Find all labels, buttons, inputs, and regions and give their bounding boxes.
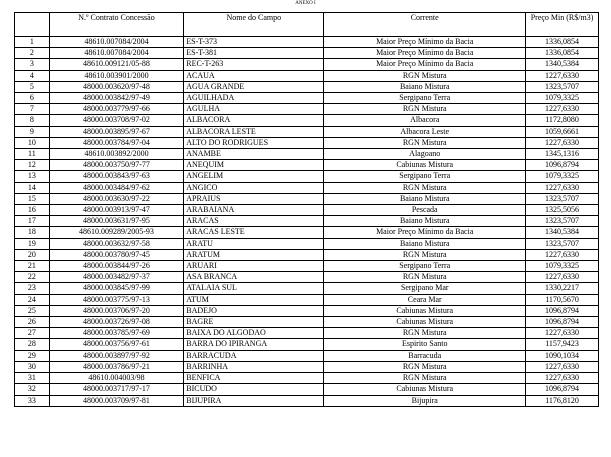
table-row xyxy=(15,238,599,249)
cell-num: 23 xyxy=(15,283,50,294)
cell-campo: APRAIUS xyxy=(184,193,324,204)
table-row xyxy=(15,149,599,160)
cell-corrente: RGN Mistura xyxy=(324,272,526,283)
table-row xyxy=(15,182,599,193)
cell-campo: ALTO DO RODRIGUES xyxy=(184,137,324,148)
page-header-mark: ANEXO I xyxy=(295,1,316,6)
cell-contrato: 48610.007084/2004 xyxy=(49,48,184,59)
cell-corrente: Albacora Leste xyxy=(324,126,526,137)
cell-preco: 1079,3325 xyxy=(526,171,599,182)
table-row xyxy=(15,283,599,294)
table-row xyxy=(15,261,599,272)
cell-campo: BICUDO xyxy=(184,384,324,395)
header-campo: Nome do Campo xyxy=(184,13,324,37)
cell-contrato: 48000.003484/97-62 xyxy=(49,182,184,193)
cell-num: 2 xyxy=(15,48,50,59)
table-row xyxy=(15,361,599,372)
cell-num: 25 xyxy=(15,305,50,316)
cell-num: 31 xyxy=(15,373,50,384)
table-body xyxy=(15,37,599,407)
cell-campo: AGUA GRANDE xyxy=(184,81,324,92)
cell-corrente: Maior Preço Mínimo da Bacia xyxy=(324,37,526,48)
cell-campo: ANGICO xyxy=(184,182,324,193)
cell-corrente: RGN Mistura xyxy=(324,137,526,148)
table-row xyxy=(15,171,599,182)
cell-campo: ARACAS xyxy=(184,216,324,227)
cell-campo: BARRACUDA xyxy=(184,350,324,361)
cell-contrato: 48000.003784/97-04 xyxy=(49,137,184,148)
cell-preco: 1323,5707 xyxy=(526,193,599,204)
cell-contrato: 48000.003895/97-67 xyxy=(49,126,184,137)
cell-contrato: 48000.003706/97-20 xyxy=(49,305,184,316)
cell-num: 14 xyxy=(15,182,50,193)
table-row xyxy=(15,328,599,339)
table-row xyxy=(15,339,599,350)
cell-preco: 1096,8794 xyxy=(526,384,599,395)
table-row xyxy=(15,317,599,328)
cell-contrato: 48610.009121/05-88 xyxy=(49,59,184,70)
cell-preco: 1170,5670 xyxy=(526,294,599,305)
cell-num: 18 xyxy=(15,227,50,238)
table-row xyxy=(15,59,599,70)
cell-campo: BIJUPIRA xyxy=(184,395,324,406)
cell-campo: ANGELIM xyxy=(184,171,324,182)
cell-preco: 1323,5707 xyxy=(526,238,599,249)
cell-campo: ACAUA xyxy=(184,70,324,81)
cell-contrato: 48000.003630/97-22 xyxy=(49,193,184,204)
cell-corrente: RGN Mistura xyxy=(324,182,526,193)
cell-preco: 1090,1034 xyxy=(526,350,599,361)
cell-campo: ALBACORA LESTE xyxy=(184,126,324,137)
cell-campo: AGUILHADA xyxy=(184,93,324,104)
cell-contrato: 48000.003708/97-02 xyxy=(49,115,184,126)
cell-campo: AGULHA xyxy=(184,104,324,115)
table-row xyxy=(15,249,599,260)
cell-campo: ES-T-373 xyxy=(184,37,324,48)
cell-corrente: Baiano Mistura xyxy=(324,81,526,92)
cell-corrente: Pescada xyxy=(324,205,526,216)
cell-campo: ALBACORA xyxy=(184,115,324,126)
cell-contrato: 48000.003709/97-81 xyxy=(49,395,184,406)
cell-corrente: Espirito Santo xyxy=(324,339,526,350)
table-row xyxy=(15,70,599,81)
cell-campo: ARATU xyxy=(184,238,324,249)
cell-contrato: 48000.003632/97-58 xyxy=(49,238,184,249)
cell-num: 19 xyxy=(15,238,50,249)
cell-campo: ATALAIA SUL xyxy=(184,283,324,294)
cell-preco: 1323,5707 xyxy=(526,216,599,227)
cell-contrato: 48000.003842/97-49 xyxy=(49,93,184,104)
cell-preco: 1157,9423 xyxy=(526,339,599,350)
cell-contrato: 48000.003897/97-92 xyxy=(49,350,184,361)
cell-num: 28 xyxy=(15,339,50,350)
header-contrato: N.º Contrato Concessão xyxy=(49,13,184,37)
cell-corrente: Sergipano Terra xyxy=(324,93,526,104)
cell-preco: 1227,6330 xyxy=(526,137,599,148)
cell-contrato: 48000.003482/97-37 xyxy=(49,272,184,283)
cell-num: 29 xyxy=(15,350,50,361)
table-row xyxy=(15,37,599,48)
header-preco: Preço Min (R$/m3) xyxy=(526,13,599,37)
cell-preco: 1227,6330 xyxy=(526,249,599,260)
table-row xyxy=(15,395,599,406)
cell-preco: 1325,5056 xyxy=(526,205,599,216)
cell-num: 24 xyxy=(15,294,50,305)
table-row xyxy=(15,193,599,204)
cell-num: 33 xyxy=(15,395,50,406)
cell-campo: REC-T-263 xyxy=(184,59,324,70)
cell-num: 6 xyxy=(15,93,50,104)
header-row xyxy=(15,13,599,37)
cell-contrato: 48610.004003/98 xyxy=(49,373,184,384)
cell-num: 5 xyxy=(15,81,50,92)
cell-contrato: 48610.009289/2005-93 xyxy=(49,227,184,238)
table-row xyxy=(15,81,599,92)
cell-corrente: Sergipano Terra xyxy=(324,261,526,272)
cell-num: 27 xyxy=(15,328,50,339)
table-row xyxy=(15,160,599,171)
cell-num: 12 xyxy=(15,160,50,171)
cell-corrente: Baiano Mistura xyxy=(324,193,526,204)
cell-contrato: 48000.003779/97-66 xyxy=(49,104,184,115)
cell-corrente: Cabiunas Mistura xyxy=(324,160,526,171)
cell-campo: BARRINHA xyxy=(184,361,324,372)
cell-preco: 1079,3325 xyxy=(526,93,599,104)
cell-preco: 1330,2217 xyxy=(526,283,599,294)
cell-contrato: 48000.003843/97-63 xyxy=(49,171,184,182)
cell-contrato: 48000.003620/97-48 xyxy=(49,81,184,92)
cell-corrente: Baiano Mistura xyxy=(324,216,526,227)
cell-campo: ARUARI xyxy=(184,261,324,272)
cell-campo: ATUM xyxy=(184,294,324,305)
cell-num: 17 xyxy=(15,216,50,227)
cell-campo: ASA BRANCA xyxy=(184,272,324,283)
cell-corrente: Baiano Mistura xyxy=(324,238,526,249)
cell-corrente: Cabiunas Mistura xyxy=(324,305,526,316)
cell-num: 20 xyxy=(15,249,50,260)
cell-corrente: Ceara Mar xyxy=(324,294,526,305)
cell-corrente: RGN Mistura xyxy=(324,361,526,372)
cell-num: 22 xyxy=(15,272,50,283)
header-num xyxy=(15,13,50,37)
cell-num: 32 xyxy=(15,384,50,395)
header-corrente: Corrente xyxy=(324,13,526,37)
cell-preco: 1227,6330 xyxy=(526,361,599,372)
cell-num: 10 xyxy=(15,137,50,148)
cell-corrente: RGN Mistura xyxy=(324,104,526,115)
table-row xyxy=(15,205,599,216)
table-header xyxy=(15,13,599,37)
cell-campo: BENFICA xyxy=(184,373,324,384)
table-row xyxy=(15,350,599,361)
cell-preco: 1227,6330 xyxy=(526,328,599,339)
cell-contrato: 48000.003913/97-47 xyxy=(49,205,184,216)
table-row xyxy=(15,294,599,305)
cell-contrato: 48000.003786/97-21 xyxy=(49,361,184,372)
table-row xyxy=(15,104,599,115)
cell-corrente: RGN Mistura xyxy=(324,249,526,260)
cell-contrato: 48610.007084/2004 xyxy=(49,37,184,48)
cell-num: 15 xyxy=(15,193,50,204)
cell-corrente: Barracuda xyxy=(324,350,526,361)
cell-campo: BADEJO xyxy=(184,305,324,316)
cell-preco: 1323,5707 xyxy=(526,81,599,92)
cell-num: 26 xyxy=(15,317,50,328)
cell-corrente: Cabiunas Mistura xyxy=(324,317,526,328)
table-row xyxy=(15,227,599,238)
cell-preco: 1336,0854 xyxy=(526,48,599,59)
cell-corrente: Albacora xyxy=(324,115,526,126)
table-row xyxy=(15,384,599,395)
cell-preco: 1336,0854 xyxy=(526,37,599,48)
cell-contrato: 48000.003717/97-17 xyxy=(49,384,184,395)
table-row xyxy=(15,305,599,316)
cell-campo: BAIXA DO ALGODAO xyxy=(184,328,324,339)
cell-preco: 1227,6330 xyxy=(526,272,599,283)
cell-corrente: Alagoano xyxy=(324,149,526,160)
cell-campo: BAGRE xyxy=(184,317,324,328)
cell-num: 8 xyxy=(15,115,50,126)
cell-campo: BARRA DO IPIRANGA xyxy=(184,339,324,350)
cell-num: 11 xyxy=(15,149,50,160)
cell-contrato: 48000.003631/97-95 xyxy=(49,216,184,227)
cell-num: 21 xyxy=(15,261,50,272)
cell-campo: ES-T-381 xyxy=(184,48,324,59)
cell-contrato: 48000.003780/97-45 xyxy=(49,249,184,260)
cell-contrato: 48610.003892/2000 xyxy=(49,149,184,160)
cell-num: 4 xyxy=(15,70,50,81)
cell-contrato: 48000.003756/97-61 xyxy=(49,339,184,350)
cell-preco: 1340,5384 xyxy=(526,227,599,238)
cell-preco: 1172,8080 xyxy=(526,115,599,126)
cell-contrato: 48000.003750/97-77 xyxy=(49,160,184,171)
cell-preco: 1227,6330 xyxy=(526,70,599,81)
cell-campo: ANAMBE xyxy=(184,149,324,160)
cell-contrato: 48000.003845/97-99 xyxy=(49,283,184,294)
cell-campo: ARABAIANA xyxy=(184,205,324,216)
cell-preco: 1227,6330 xyxy=(526,104,599,115)
cell-corrente: Sergipano Mar xyxy=(324,283,526,294)
cell-preco: 1345,1316 xyxy=(526,149,599,160)
cell-corrente: Cabiunas Mistura xyxy=(324,384,526,395)
cell-preco: 1340,5384 xyxy=(526,59,599,70)
cell-num: 30 xyxy=(15,361,50,372)
cell-campo: ARACAS LESTE xyxy=(184,227,324,238)
table-row xyxy=(15,216,599,227)
cell-num: 9 xyxy=(15,126,50,137)
table-row xyxy=(15,93,599,104)
cell-num: 3 xyxy=(15,59,50,70)
cell-contrato: 48610.003901/2000 xyxy=(49,70,184,81)
cell-corrente: Bijupira xyxy=(324,395,526,406)
table-row xyxy=(15,137,599,148)
cell-corrente: Maior Preço Mínimo da Bacia xyxy=(324,227,526,238)
cell-corrente: RGN Mistura xyxy=(324,373,526,384)
cell-preco: 1096,8794 xyxy=(526,305,599,316)
cell-preco: 1079,3325 xyxy=(526,261,599,272)
table-row xyxy=(15,373,599,384)
cell-num: 13 xyxy=(15,171,50,182)
table-row xyxy=(15,48,599,59)
cell-corrente: Sergipano Terra xyxy=(324,171,526,182)
cell-corrente: Maior Preço Mínimo da Bacia xyxy=(324,48,526,59)
price-table xyxy=(14,12,599,407)
cell-preco: 1227,6330 xyxy=(526,373,599,384)
cell-corrente: RGN Mistura xyxy=(324,70,526,81)
cell-num: 16 xyxy=(15,205,50,216)
table-row xyxy=(15,115,599,126)
cell-corrente: RGN Mistura xyxy=(324,328,526,339)
cell-contrato: 48000.003844/97-26 xyxy=(49,261,184,272)
table-row xyxy=(15,126,599,137)
cell-preco: 1096,8794 xyxy=(526,317,599,328)
cell-campo: ARATUM xyxy=(184,249,324,260)
cell-num: 7 xyxy=(15,104,50,115)
cell-preco: 1096,8794 xyxy=(526,160,599,171)
cell-contrato: 48000.003785/97-69 xyxy=(49,328,184,339)
cell-num: 1 xyxy=(15,37,50,48)
cell-preco: 1176,8120 xyxy=(526,395,599,406)
cell-preco: 1227,6330 xyxy=(526,182,599,193)
cell-contrato: 48000.003726/97-08 xyxy=(49,317,184,328)
cell-corrente: Maior Preço Mínimo da Bacia xyxy=(324,59,526,70)
cell-contrato: 48000.003775/97-13 xyxy=(49,294,184,305)
cell-campo: ANEQUIM xyxy=(184,160,324,171)
table-row xyxy=(15,272,599,283)
cell-preco: 1059,6661 xyxy=(526,126,599,137)
